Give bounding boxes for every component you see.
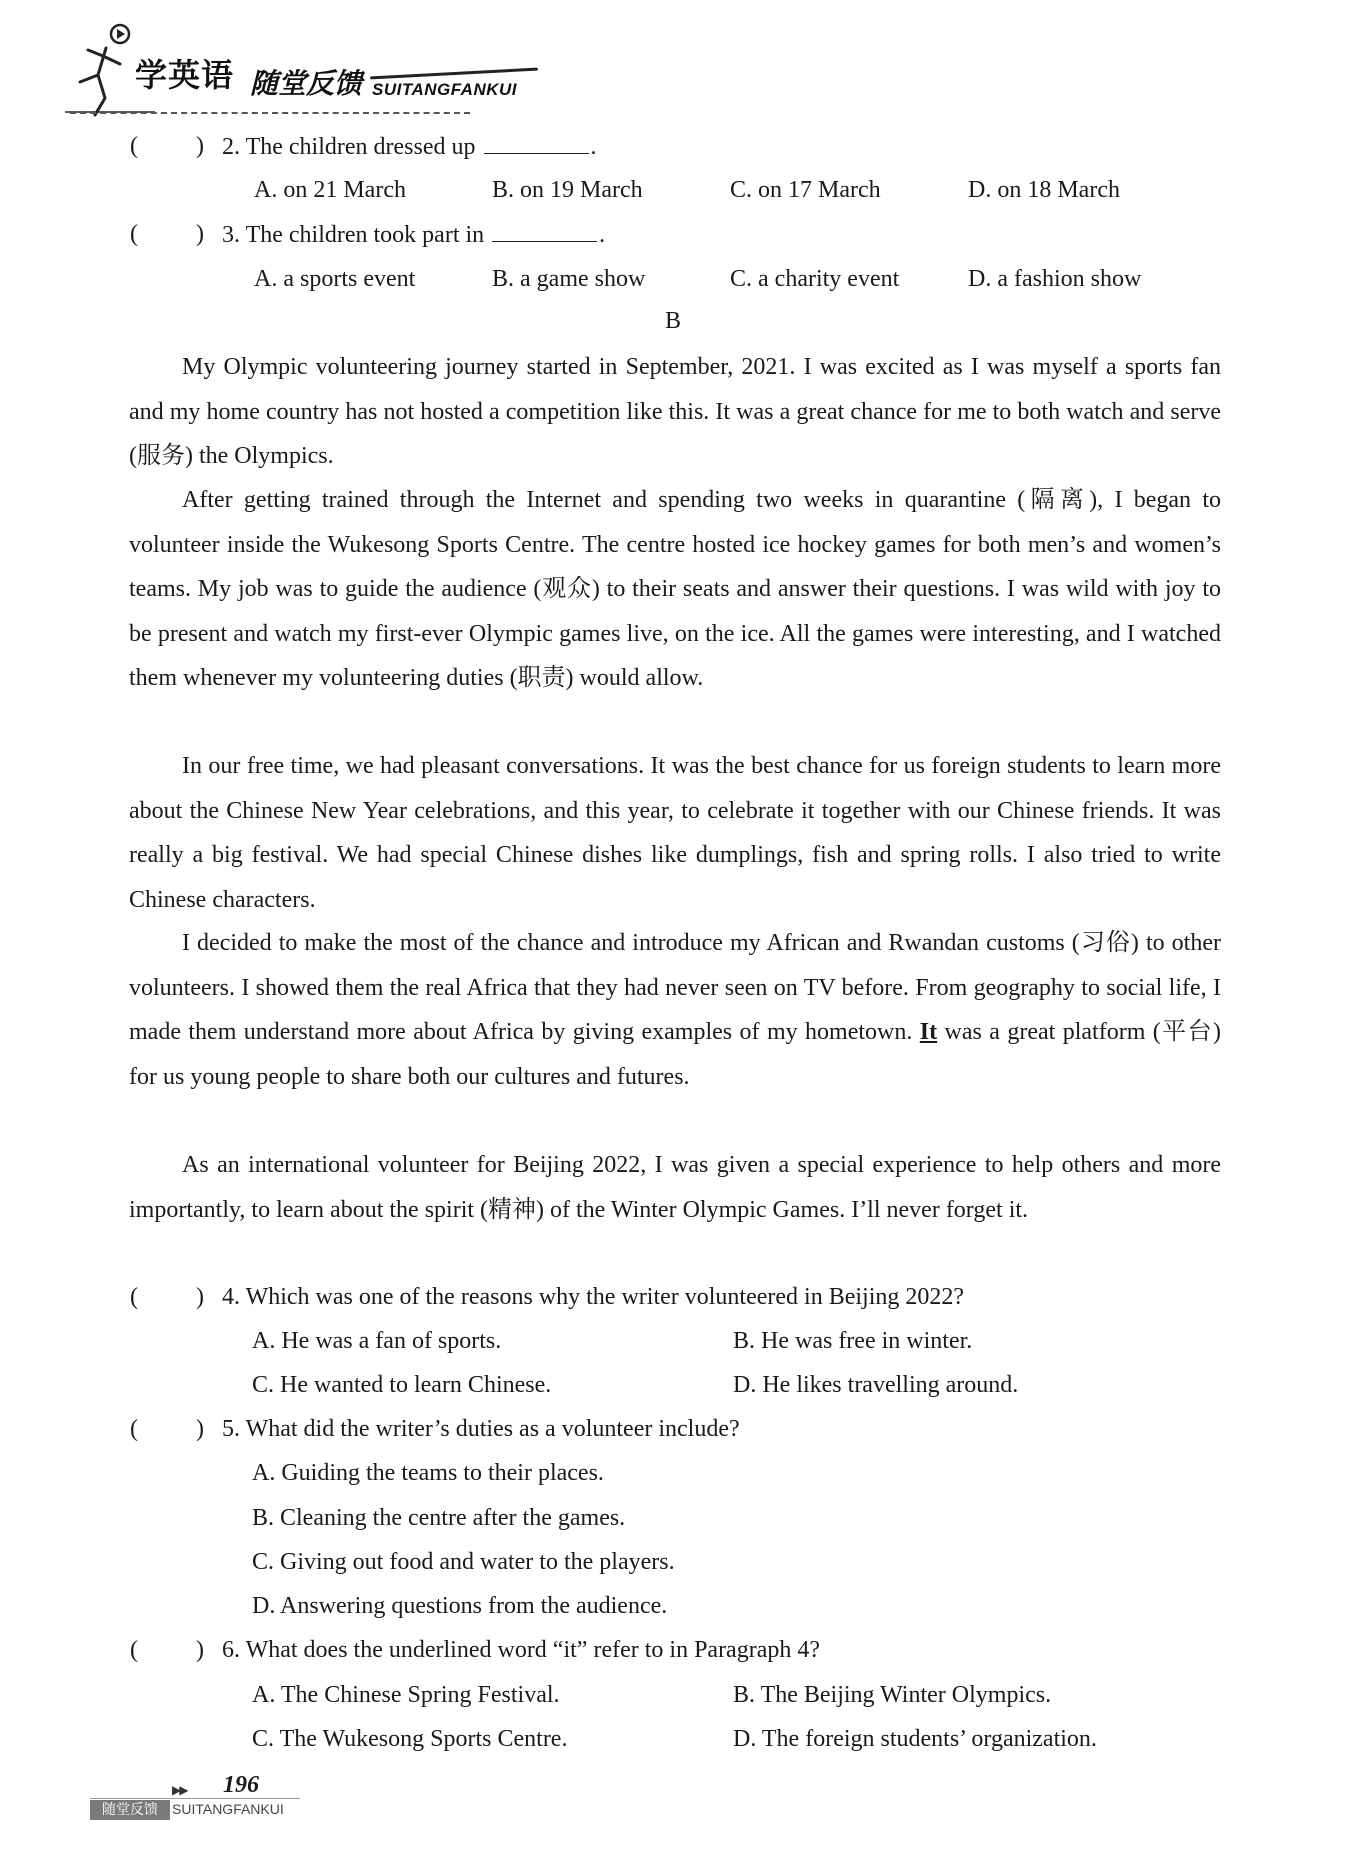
passage-paragraph-3: In our free time, we had pleasant conversations. It was the best chance for us foreign students to learn more about the Chinese New Year celebrations, and this year, to celebrate it together with our Chinese friends. It was really a big festival. We had special Chinese dishes like dumplings, fish and spring rolls. I also tried to write Chinese characters. (129, 753, 1221, 913)
option-b[interactable]: B. He was free in winter. (733, 1328, 973, 1354)
option-b[interactable]: B. a game show (492, 266, 646, 292)
answer-paren-close: ) (196, 1416, 204, 1442)
answer-paren-close: ) (196, 1637, 204, 1663)
answer-paren-open: ( (130, 133, 138, 159)
paragraph-4-text-end: was a great platform (平台) for us young people to share both our cultures and futures. (129, 1019, 1221, 1090)
footer-divider (90, 1798, 300, 1799)
option-d[interactable]: D. He likes travelling around. (733, 1372, 1019, 1398)
answer-paren-open: ( (130, 1637, 138, 1663)
passage-paragraph-2: After getting trained through the Internet and spending two weeks in quarantine (隔离), I began to volunteer inside the Wukesong Sports Centre. The centre hosted ice hockey games for both men’s and women’s teams. My job was to guide the audience (观众) to their seats and answer their questions. I was wild with joy to be present and watch my first-ever Olympic games live, on the ice. All the games were interesting, and I watched them whenever my volunteering duties (职责) would allow. (129, 487, 1221, 691)
option-a[interactable]: A. Guiding the teams to their places. (252, 1460, 604, 1486)
option-a[interactable]: A. on 21 March (254, 177, 406, 203)
passage-paragraph-1: My Olympic volunteering journey started in September, 2021. I was excited as I was myself a sports fan and my home country has not hosted a competition like this. It was a great chance for me to both watch and serve (服务) the Olympics. (129, 354, 1221, 469)
option-c[interactable]: C. The Wukesong Sports Centre. (252, 1726, 568, 1752)
section-heading: B (665, 308, 682, 334)
question-end: . (590, 134, 597, 160)
option-a[interactable]: A. a sports event (254, 266, 416, 292)
header-divider (70, 112, 470, 114)
option-b[interactable]: B. Cleaning the centre after the games. (252, 1505, 626, 1531)
answer-paren-open: ( (130, 1416, 138, 1442)
answer-paren-close: ) (196, 133, 204, 159)
footer-tag: 随堂反馈 (90, 1800, 170, 1820)
brand-pinyin: SUITANGFANKUI (372, 80, 518, 99)
double-arrow-icon: ▶▶ (172, 1783, 187, 1797)
paragraph-4-text-start: I decided to make the most of the chance and introduce my African and Rwandan customs (习俗) to other volunteers. I showed them the real Africa that they had never seen on TV before. From geography to social life, I made them understand more about Africa by giving examples of my hometown. (129, 930, 1221, 1045)
brand-title: 学英语 (135, 56, 235, 94)
option-b[interactable]: B. The Beijing Winter Olympics. (733, 1682, 1052, 1708)
answer-blank[interactable] (492, 219, 597, 242)
passage-paragraph-4 (129, 921, 1221, 1099)
option-d[interactable]: D. The foreign students’ organization. (733, 1726, 1097, 1752)
option-c[interactable]: C. a charity event (730, 266, 900, 292)
answer-paren-close: ) (196, 221, 204, 247)
answer-paren-close: ) (196, 1284, 204, 1310)
question-end: . (599, 222, 606, 248)
page-number: 196 (223, 1772, 259, 1798)
question-text: 2. The children dressed up (222, 134, 476, 160)
option-c[interactable]: C. He wanted to learn Chinese. (252, 1372, 552, 1398)
question-text: 5. What did the writer’s duties as a volunteer include? (222, 1416, 740, 1442)
option-d[interactable]: D. Answering questions from the audience. (252, 1593, 668, 1619)
question-text: 6. What does the underlined word “it” refer to in Paragraph 4? (222, 1637, 821, 1663)
option-c[interactable]: C. Giving out food and water to the players. (252, 1549, 675, 1575)
option-a[interactable]: A. He was a fan of sports. (252, 1328, 502, 1354)
option-d[interactable]: D. a fashion show (968, 266, 1142, 292)
passage-paragraph-5: As an international volunteer for Beijing 2022, I was given a special experience to help others and more importantly, to learn about the spirit (精神) of the Winter Olympic Games. I’ll never forget it. (129, 1152, 1221, 1223)
question-stem (222, 219, 605, 250)
answer-paren-open: ( (130, 221, 138, 247)
option-c[interactable]: C. on 17 March (730, 177, 881, 203)
footer-pinyin: SUITANGFANKUI (172, 1801, 284, 1817)
answer-blank[interactable] (484, 131, 589, 154)
question-text: 4. Which was one of the reasons why the writer volunteered in Beijing 2022? (222, 1284, 965, 1310)
answer-paren-open: ( (130, 1284, 138, 1310)
option-d[interactable]: D. on 18 March (968, 177, 1120, 203)
option-b[interactable]: B. on 19 March (492, 177, 643, 203)
question-stem (222, 131, 597, 162)
underlined-word-it: It (919, 1019, 938, 1045)
option-a[interactable]: A. The Chinese Spring Festival. (252, 1682, 560, 1708)
brand-subtitle: 随堂反馈 (250, 67, 363, 100)
question-text: 3. The children took part in (222, 222, 485, 248)
